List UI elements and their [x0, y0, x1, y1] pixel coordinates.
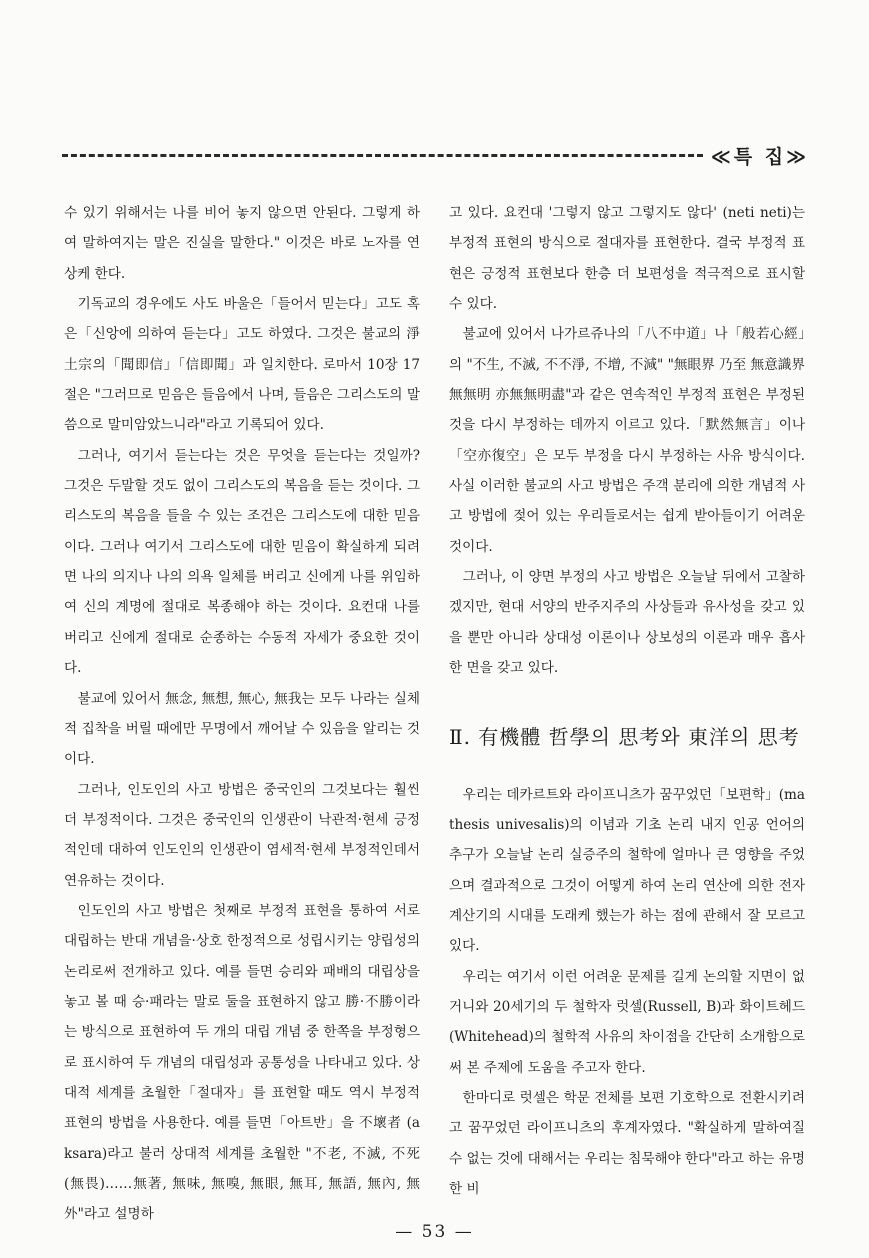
paragraph: 고 있다. 요컨대 '그렇지 않고 그렇지도 않다' (neti neti)는 부정적 표현의 방식으로 절대자를 표현한다. 결국 부정적 표현은 긍정적 표현보다 한층 더 보편성을 적극적으로 표시할 수 있다.	[449, 205, 805, 313]
header-dashed-rule	[62, 154, 703, 157]
paragraph: 수 있기 위해서는 나를 비어 놓지 않으면 안된다. 그렇게 하여 말하여지는 말은 진실을 말한다." 이것은 바로 노자를 연상케 한다.	[64, 205, 420, 282]
paragraph: 불교에 있어서 無念, 無想, 無心, 無我는 모두 나라는 실체적 집착을 버릴 때에만 무명에서 깨어날 수 있음을 알리는 것이다.	[64, 690, 420, 768]
section-label: ≪특 집≫	[710, 145, 809, 168]
page-header	[62, 140, 809, 170]
right-column	[449, 198, 805, 1204]
paragraph: 그러나, 이 양면 부정의 사고 방법은 오늘날 뒤에서 고찰하겠지만, 현대 서양의 반주지주의 사상들과 유사성을 갖고 있을 뿐만 아니라 상대성 이론이나 상보성의 이론과 매우 흡사한 면을 갖고 있다.	[449, 569, 805, 677]
section-heading: Ⅱ. 有機體 哲學의 思考와 東洋의 思考	[449, 724, 800, 749]
paragraph: 한마디로 럿셀은 학문 전체를 보편 기호학으로 전환시키려고 꿈꾸었던 라이프니츠의 후계자였다. "확실하게 말하여질 수 없는 것에 대해서는 우리는 침묵해야 한다"라고 하는 유명한 비	[449, 1089, 805, 1197]
left-column	[64, 198, 420, 1230]
paragraph: 우리는 여기서 이런 어려운 문제를 길게 논의할 지면이 없거니와 20세기의 두 철학자 럿셀(Russell, B)과 화이트헤드(Whitehead)의 철학적 사유의 차이점을 간단히 소개함으로써 본 주제에 도움을 주고자 한다.	[449, 968, 805, 1076]
paragraph: 우리는 데카르트와 라이프니츠가 꿈꾸었던「보편학」(mathesis univesalis)의 이념과 기초 논리 내지 인공 언어의 추구가 오늘날 논리 실증주의 철학에 얼마나 큰 영향을 주었으며 결과적으로 그것이 어떻게 하여 논리 연산에 의한 전자계산기의 시대를 도래케 했는가 하는 점에 관해서 잘 모르고 있다.	[449, 786, 805, 955]
paragraph: 불교에 있어서 나가르쥬나의「八不中道」나「般若心經」의 "不生, 不滅, 不不淨, 不增, 不減" "無眼界 乃至 無意識界 無無明 亦無無明盡"과 같은 연속적인 부정적 표현은 부정된 것을 다시 부정하는 데까지 이르고 있다.「默然無言」이나「空亦復空」은 모두 부정을 다시 부정하는 사유 방식이다. 사실 이러한 불교의 사고 방법은 주객 분리에 의한 개념적 사고 방법에 젖어 있는 우리들로서는 쉽게 받아들이기 어려운 것이다.	[449, 326, 805, 555]
paragraph: 기독교의 경우에도 사도 바울은「들어서 믿는다」고도 혹은「신앙에 의하여 듣는다」고도 하였다. 그것은 불교의 淨土宗의「聞即信」「信即聞」과 일치한다. 로마서 10장 17절은 "그러므로 믿음은 들음에서 나며, 들음은 그리스도의 말씀으로 말미암았느니라"라고 기록되어 있다.	[64, 296, 420, 434]
paragraph: 인도인의 사고 방법은 첫째로 부정적 표현을 통하여 서로 대립하는 반대 개념을·상호 한정적으로 성립시키는 양립성의 논리로써 전개하고 있다. 예를 들면 승리와 패배의 대립상을 놓고 볼 때 승·패라는 말로 둘을 표현하지 않고 勝·不勝이라는 방식으로 표현하여 두 개의 대립 개념 중 한쪽을 부정형으로 표시하여 두 개념의 대립성과 공통성을 나타내고 있다. 상대적 세계를 초월한「절대자」를 표현할 때도 역시 부정적 표현의 방법을 사용한다. 예를 들면「아트반」을 不壞者 (aksara)라고 불러 상대적 세계를 초월한 "不老, 不滅, 不死(無畏)……無著, 無味, 無嗅, 無眼, 無耳, 無語, 無內, 無外"라고 설명하	[64, 902, 420, 1223]
paragraph: 그러나, 여기서 듣는다는 것은 무엇을 듣는다는 것일까? 그것은 두말할 것도 없이 그리스도의 복음을 듣는 것이다. 그리스도의 복음을 들을 수 있는 조건은 그리스도에 대한 믿음이다. 그러나 여기서 그리스도에 대한 믿음이 확실하게 되려면 나의 의지나 나의 의욕 일체를 버리고 신에게 나를 위임하여 신의 계명에 절대로 복종해야 하는 것이다. 요컨대 나를 버리고 신에게 절대로 순종하는 수동적 자세가 중요한 것이다.	[64, 447, 420, 677]
paragraph: 그러나, 인도인의 사고 방법은 중국인의 그것보다는 훨씬 더 부정적이다. 그것은 중국인의 인생관이 낙관적·현세 긍정적인데 대하여 인도인의 인생관이 염세적·현세 부정적인데서 연유하는 것이다.	[64, 781, 420, 889]
page-number: — 53 —	[395, 1222, 474, 1242]
